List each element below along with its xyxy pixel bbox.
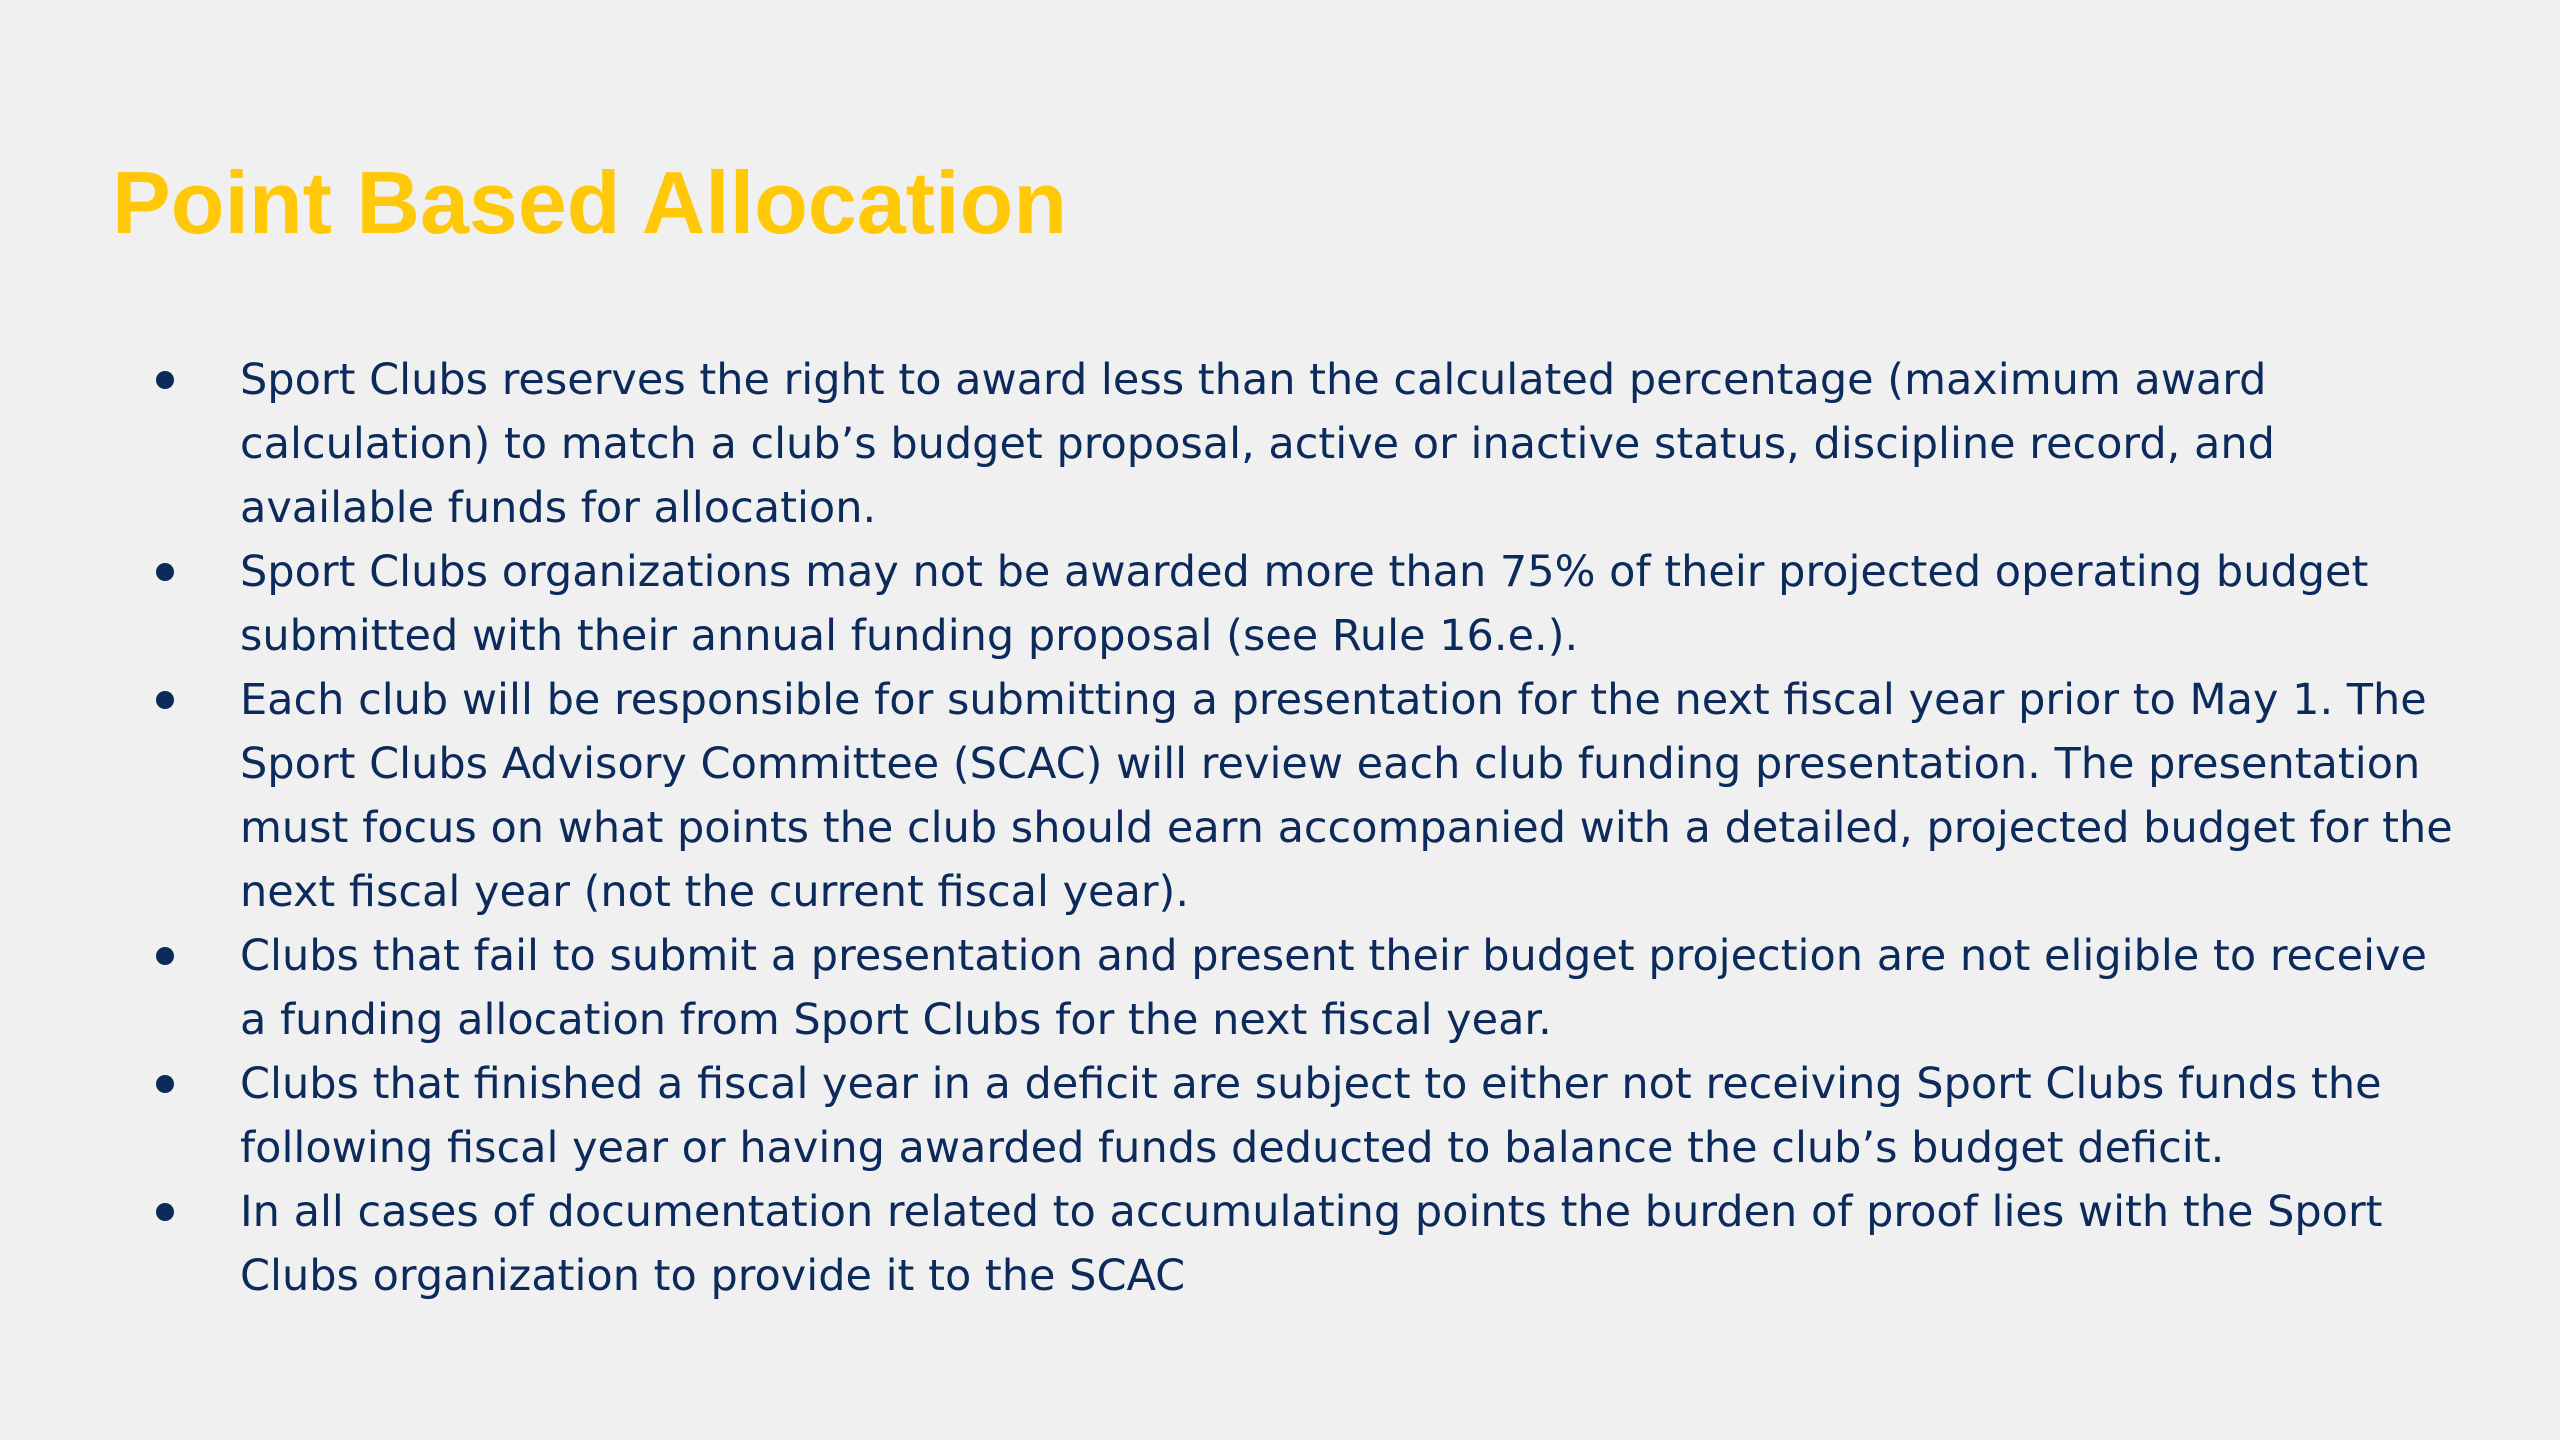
bullet-text: Sport Clubs organizations may not be awarded more than 75% of their projected operating budget submitted with their annual funding proposal (see Rule 16.e.). — [240, 547, 2369, 661]
bullet-text: Each club will be responsible for submitting a presentation for the next fiscal year prior to May 1. The Sport Clubs Advisory Committee (SCAC) will review each club funding presentation. The presentation must focus on what points the club should earn accompanied with a detailed, projected budget for the next fiscal year (not the current fiscal year). — [240, 675, 2453, 917]
bullet-item — [148, 540, 2458, 668]
bullet-text: In all cases of documentation related to accumulating points the burden of proof lies with the Sport Clubs organization to provide it to the SCAC — [240, 1187, 2383, 1301]
bullet-text: Clubs that fail to submit a presentation and present their budget projection are not eligible to receive a funding allocation from Sport Clubs for the next fiscal year. — [240, 931, 2427, 1045]
bullet-item — [148, 348, 2458, 540]
bullet-dot-icon — [156, 947, 174, 965]
bullet-dot-icon — [156, 1203, 174, 1221]
bullet-dot-icon — [156, 691, 174, 709]
bullet-dot-icon — [156, 563, 174, 581]
bullet-text: Sport Clubs reserves the right to award less than the calculated percentage (maximum award calculation) to match a club’s budget proposal, active or inactive status, discipline record, and available funds for allocation. — [240, 355, 2275, 533]
bullet-item — [148, 1052, 2458, 1180]
bullet-dot-icon — [156, 1075, 174, 1093]
bullet-item — [148, 924, 2458, 1052]
bullet-text: Clubs that finished a fiscal year in a deficit are subject to either not receiving Sport Clubs funds the following fiscal year or having awarded funds deducted to balance the club’s budget deficit. — [240, 1059, 2382, 1173]
bullet-dot-icon — [156, 371, 174, 389]
bullet-list — [148, 348, 2458, 1308]
slide-title: Point Based Allocation — [112, 153, 1068, 252]
bullet-item — [148, 668, 2458, 924]
bullet-item — [148, 1180, 2458, 1308]
